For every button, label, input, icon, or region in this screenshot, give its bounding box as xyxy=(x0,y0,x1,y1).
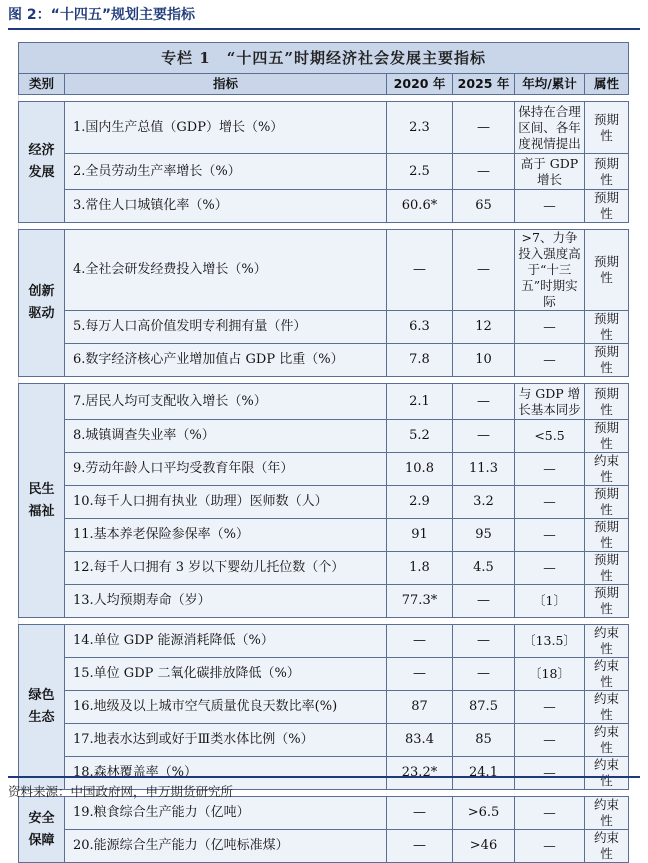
row-avg: — xyxy=(515,691,585,724)
row-indicator: 16.地级及以上城市空气质量优良天数比率(%) xyxy=(65,691,387,724)
row-avg: >7、力争投入强度高于“十三五”时期实际 xyxy=(515,230,585,311)
row-attr: 预期性 xyxy=(585,190,629,223)
row-attr: 预期性 xyxy=(585,384,629,420)
row-2025: 3.2 xyxy=(453,486,515,519)
row-avg: 〔1〕 xyxy=(515,585,585,618)
row-attr: 预期性 xyxy=(585,154,629,190)
row-indicator: 14.单位 GDP 能源消耗降低（%） xyxy=(65,625,387,658)
row-avg: 〔18〕 xyxy=(515,658,585,691)
row-attr: 预期性 xyxy=(585,552,629,585)
row-attr: 预期性 xyxy=(585,230,629,311)
row-2025: >6.5 xyxy=(453,797,515,830)
row-avg: <5.5 xyxy=(515,420,585,453)
row-avg: — xyxy=(515,344,585,377)
row-2025: — xyxy=(453,625,515,658)
row-2020: 10.8 xyxy=(387,453,453,486)
row-2025: 95 xyxy=(453,519,515,552)
row-indicator: 19.粮食综合生产能力（亿吨） xyxy=(65,797,387,830)
row-indicator: 8.城镇调查失业率（%） xyxy=(65,420,387,453)
row-indicator: 15.单位 GDP 二氧化碳排放降低（%） xyxy=(65,658,387,691)
row-2025: 85 xyxy=(453,724,515,757)
row-attr: 约束性 xyxy=(585,691,629,724)
row-2020: 2.1 xyxy=(387,384,453,420)
row-2020: — xyxy=(387,658,453,691)
row-2025: 4.5 xyxy=(453,552,515,585)
row-avg: — xyxy=(515,190,585,223)
row-indicator: 6.数字经济核心产业增加值占 GDP 比重（%） xyxy=(65,344,387,377)
row-2020: 2.5 xyxy=(387,154,453,190)
row-indicator: 9.劳动年龄人口平均受教育年限（年） xyxy=(65,453,387,486)
row-2025: 10 xyxy=(453,344,515,377)
top-rule xyxy=(8,28,640,30)
row-2020: — xyxy=(387,230,453,311)
figure-title: 图 2：“十四五”规划主要指标 xyxy=(8,7,196,23)
category-econ: 经济 发展 xyxy=(19,102,65,223)
category-welfare: 民生 福祉 xyxy=(19,384,65,618)
row-avg: — xyxy=(515,486,585,519)
row-2020: 2.9 xyxy=(387,486,453,519)
row-2020: 91 xyxy=(387,519,453,552)
category-green: 绿色 生态 xyxy=(19,625,65,790)
row-attr: 约束性 xyxy=(585,453,629,486)
header-category: 类别 xyxy=(19,74,65,95)
row-attr: 预期性 xyxy=(585,344,629,377)
row-indicator: 2.全员劳动生产率增长（%） xyxy=(65,154,387,190)
row-attr: 预期性 xyxy=(585,311,629,344)
row-2025: 11.3 xyxy=(453,453,515,486)
row-indicator: 17.地表水达到或好于Ⅲ类水体比例（%） xyxy=(65,724,387,757)
row-avg: 〔13.5〕 xyxy=(515,625,585,658)
row-avg: — xyxy=(515,453,585,486)
row-indicator: 10.每千人口拥有执业（助理）医师数（人） xyxy=(65,486,387,519)
row-indicator: 7.居民人均可支配收入增长（%） xyxy=(65,384,387,420)
row-2025: — xyxy=(453,154,515,190)
row-indicator: 5.每万人口高价值发明专利拥有量（件） xyxy=(65,311,387,344)
row-2020: 2.3 xyxy=(387,102,453,154)
row-2020: 7.8 xyxy=(387,344,453,377)
row-2020: 6.3 xyxy=(387,311,453,344)
row-attr: 约束性 xyxy=(585,658,629,691)
row-attr: 约束性 xyxy=(585,757,629,790)
row-2025: — xyxy=(453,102,515,154)
row-indicator: 3.常住人口城镇化率（%） xyxy=(65,190,387,223)
row-attr: 约束性 xyxy=(585,797,629,830)
table-title: 专栏 1 “十四五”时期经济社会发展主要指标 xyxy=(19,43,629,74)
header-2025: 2025 年 xyxy=(453,74,515,95)
header-attr: 属性 xyxy=(585,74,629,95)
category-innov: 创新 驱动 xyxy=(19,230,65,377)
row-2020: 87 xyxy=(387,691,453,724)
row-attr: 预期性 xyxy=(585,420,629,453)
row-2025: — xyxy=(453,585,515,618)
row-2020: 83.4 xyxy=(387,724,453,757)
header-2020: 2020 年 xyxy=(387,74,453,95)
row-avg: — xyxy=(515,724,585,757)
row-2025: 24.1 xyxy=(453,757,515,790)
row-2020: 1.8 xyxy=(387,552,453,585)
row-indicator: 11.基本养老保险参保率（%） xyxy=(65,519,387,552)
row-2020: — xyxy=(387,830,453,863)
row-2025: 65 xyxy=(453,190,515,223)
row-avg: 保持在合理区间、各年度视情提出 xyxy=(515,102,585,154)
row-2025: — xyxy=(453,420,515,453)
row-indicator: 18.森林覆盖率（%） xyxy=(65,757,387,790)
row-2025: 87.5 xyxy=(453,691,515,724)
row-attr: 约束性 xyxy=(585,724,629,757)
source-note: 资料来源：中国政府网，申万期货研究所 xyxy=(8,784,234,799)
row-2020: 23.2* xyxy=(387,757,453,790)
row-2020: — xyxy=(387,797,453,830)
row-attr: 预期性 xyxy=(585,102,629,154)
row-attr: 约束性 xyxy=(585,830,629,863)
row-2020: 5.2 xyxy=(387,420,453,453)
row-2020: — xyxy=(387,625,453,658)
header-indicator: 指标 xyxy=(65,74,387,95)
row-indicator: 12.每千人口拥有 3 岁以下婴幼儿托位数（个） xyxy=(65,552,387,585)
header-avg: 年均/累计 xyxy=(515,74,585,95)
row-2025: — xyxy=(453,658,515,691)
row-avg: — xyxy=(515,311,585,344)
row-indicator: 1.国内生产总值（GDP）增长（%） xyxy=(65,102,387,154)
row-avg: 与 GDP 增长基本同步 xyxy=(515,384,585,420)
row-attr: 预期性 xyxy=(585,519,629,552)
row-2025: — xyxy=(453,384,515,420)
row-2025: 12 xyxy=(453,311,515,344)
row-attr: 预期性 xyxy=(585,585,629,618)
row-2020: 77.3* xyxy=(387,585,453,618)
category-security: 安全 保障 xyxy=(19,797,65,863)
row-avg: — xyxy=(515,797,585,830)
row-avg: — xyxy=(515,552,585,585)
row-avg: 高于 GDP 增长 xyxy=(515,154,585,190)
row-avg: — xyxy=(515,757,585,790)
row-indicator: 4.全社会研发经费投入增长（%） xyxy=(65,230,387,311)
row-avg: — xyxy=(515,519,585,552)
row-attr: 约束性 xyxy=(585,625,629,658)
indicators-table xyxy=(18,42,629,863)
row-2025: — xyxy=(453,230,515,311)
row-avg: — xyxy=(515,830,585,863)
row-attr: 预期性 xyxy=(585,486,629,519)
row-indicator: 13.人均预期寿命（岁） xyxy=(65,585,387,618)
row-2025: >46 xyxy=(453,830,515,863)
row-indicator: 20.能源综合生产能力（亿吨标准煤） xyxy=(65,830,387,863)
bottom-rule xyxy=(8,776,640,778)
row-2020: 60.6* xyxy=(387,190,453,223)
